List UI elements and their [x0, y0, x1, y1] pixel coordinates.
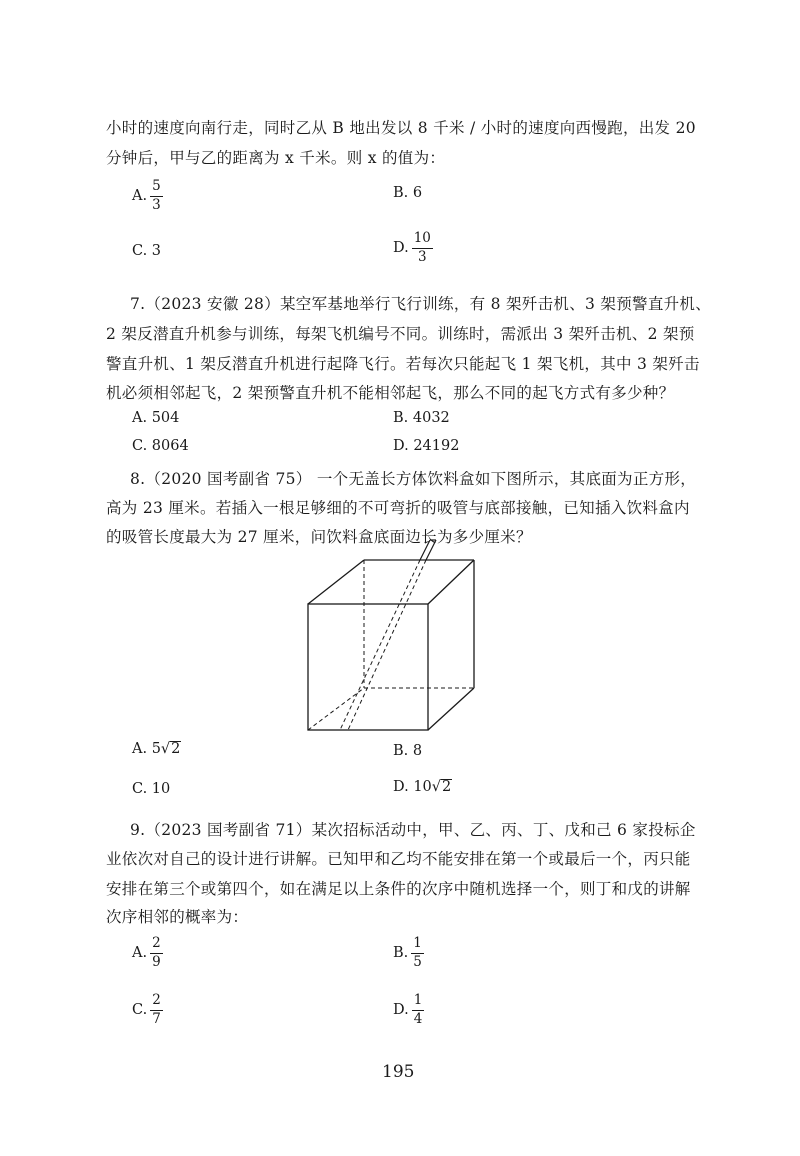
option-label: A. 5	[132, 741, 161, 758]
denominator: 7	[152, 1010, 161, 1027]
q9-option-c	[132, 994, 163, 1026]
q8-option-a	[132, 741, 181, 757]
q6-option-a	[132, 180, 163, 212]
fraction	[411, 937, 424, 969]
q9-option-d	[393, 994, 424, 1026]
box-hidden-left-edge	[308, 688, 364, 730]
box-top-right-edge	[428, 560, 474, 604]
denominator: 9	[152, 953, 161, 970]
straw-inside-right	[348, 560, 426, 730]
q6-option-d	[393, 232, 433, 264]
q6-text-line-1: 小时的速度向南行走，同时乙从 B 地出发以 8 千米 / 小时的速度向西慢跑，出发 20	[106, 119, 696, 137]
fraction	[412, 994, 425, 1026]
denominator: 3	[418, 248, 427, 265]
numerator: 10	[412, 232, 433, 249]
box-bottom-right-edge	[428, 688, 474, 730]
fraction	[412, 232, 433, 264]
denominator: 3	[152, 196, 161, 213]
numerator: 5	[150, 180, 163, 197]
q9-text-line-3: 安排在第三个或第四个，如在满足以上条件的次序中随机选择一个，则丁和戊的讲解	[106, 880, 691, 898]
page-number: 195	[382, 1062, 415, 1082]
q7-text-line-3: 警直升机、1 架反潜直升机进行起降飞行。若每次只能起飞 1 架飞机，其中 3 架歼击	[106, 355, 700, 373]
option-label: A.	[132, 188, 148, 204]
numerator: 1	[412, 994, 425, 1011]
q7-option-c: C. 8064	[132, 438, 189, 454]
radical-sign: √	[431, 779, 442, 796]
open-box-with-straw-figure	[302, 538, 482, 734]
q7-text-line-1: 7.（2023 安徽 28）某空军基地举行飞行训练，有 8 架歼击机、3 架预警直升机、	[130, 295, 712, 313]
option-label: D. 10	[393, 779, 432, 796]
square-root	[432, 779, 452, 795]
straw-inside-left	[340, 560, 420, 730]
q8-option-d	[393, 779, 452, 795]
q7-option-b: B. 4032	[393, 410, 450, 426]
option-label: C.	[132, 1002, 148, 1018]
q8-option-b: B. 8	[393, 743, 423, 759]
numerator: 2	[150, 937, 163, 954]
q7-text-line-4: 机必须相邻起飞，2 架预警直升机不能相邻起飞，那么不同的起飞方式有多少种？	[106, 384, 675, 402]
straw-outside-right	[426, 540, 436, 560]
option-label: D.	[393, 1002, 409, 1018]
square-root	[161, 741, 181, 757]
q8-text-line-3: 的吸管长度最大为 27 厘米，问饮料盒底面边长为多少厘米？	[106, 528, 532, 546]
option-label: D.	[393, 240, 409, 256]
q9-text-line-1: 9.（2023 国考副省 71）某次招标活动中，甲、乙、丙、丁、戊和己 6 家投标企	[130, 821, 696, 839]
q9-text-line-4: 次序相邻的概率为：	[106, 908, 249, 926]
q8-text-line-2: 高为 23 厘米。若插入一根足够细的不可弯折的吸管与底部接触，已知插入饮料盒内	[106, 499, 690, 517]
q6-option-c: C. 3	[132, 243, 162, 259]
denominator: 4	[413, 1010, 423, 1027]
radicand: 2	[171, 741, 181, 757]
option-label: B.	[393, 945, 409, 961]
q6-option-b: B. 6	[393, 185, 423, 201]
numerator: 1	[411, 937, 424, 954]
radical-sign: √	[160, 741, 171, 758]
q6-text-line-2: 分钟后，甲与乙的距离为 x 千米。则 x 的值为：	[106, 149, 446, 167]
denominator: 5	[413, 953, 422, 970]
box-top-left-edge	[308, 560, 364, 604]
q8-text-line-1: 8.（2020 国考副省 75） 一个无盖长方体饮料盒如下图所示，其底面为正方形，	[130, 470, 697, 488]
box-front-face	[308, 604, 428, 730]
q7-option-d: D. 24192	[393, 438, 460, 454]
fraction	[150, 994, 163, 1026]
q9-text-line-2: 业依次对自己的设计进行讲解。已知甲和乙均不能安排在第一个或最后一个，丙只能	[106, 850, 691, 868]
numerator: 2	[150, 994, 163, 1011]
q7-option-a: A. 504	[132, 410, 180, 426]
option-label: A.	[132, 945, 148, 961]
radicand: 2	[442, 779, 452, 795]
q9-option-b	[393, 937, 424, 969]
q9-option-a	[132, 937, 163, 969]
fraction	[150, 180, 163, 212]
fraction	[150, 937, 163, 969]
straw-outside-left	[420, 540, 430, 560]
q7-text-line-2: 2 架反潜直升机参与训练，每架飞机编号不同。训练时，需派出 3 架歼击机、2 架预	[106, 325, 695, 343]
q8-option-c: C. 10	[132, 781, 171, 797]
